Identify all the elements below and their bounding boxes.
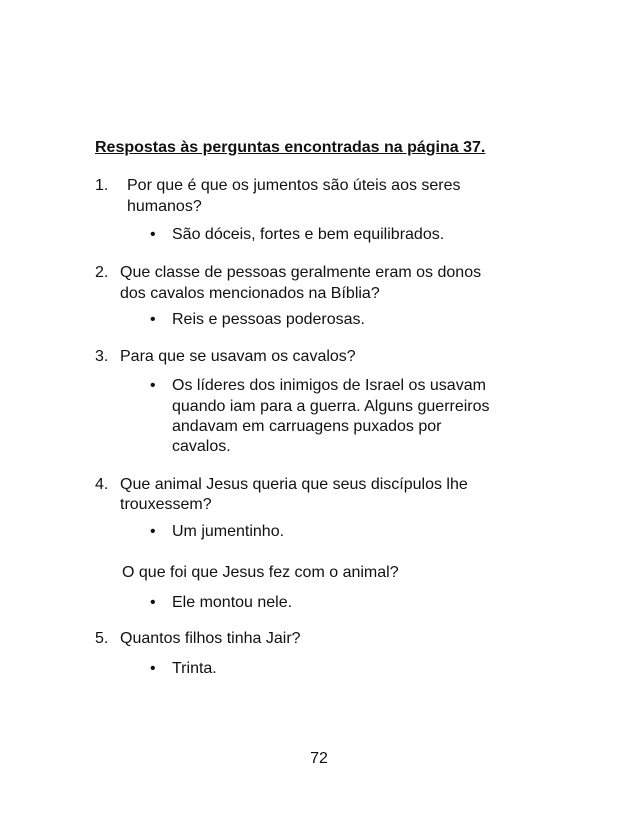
question-4-number: 4. (95, 476, 109, 493)
bullet-icon: • (150, 377, 156, 394)
bullet-icon: • (150, 311, 156, 328)
bullet-icon: • (150, 523, 156, 540)
page-heading: Respostas às perguntas encontradas na página 37. (95, 139, 486, 156)
answer-4b-line-1: Ele montou nele. (172, 594, 293, 611)
question-2-line-2: dos cavalos mencionados na Bíblia? (120, 285, 380, 302)
question-2-number: 2. (95, 264, 109, 281)
question-2-line-1: Que classe de pessoas geralmente eram os donos (120, 264, 482, 281)
answer-3-line-3: andavam em carruagens puxados por (172, 418, 442, 435)
question-1-line-1: Por que é que os jumentos são úteis aos seres (127, 177, 461, 194)
answer-3-line-2: quando iam para a guerra. Alguns guerreiros (172, 398, 490, 415)
answer-1-line-1: São dóceis, fortes e bem equilibrados. (172, 226, 445, 243)
question-3-line-1: Para que se usavam os cavalos? (120, 348, 356, 365)
question-4-line-1: Que animal Jesus queria que seus discípulos lhe (120, 476, 468, 493)
question-1-line-2: humanos? (127, 198, 202, 215)
bullet-icon: • (150, 594, 156, 611)
answer-4-line-1: Um jumentinho. (172, 523, 285, 540)
question-4-followup: O que foi que Jesus fez com o animal? (122, 564, 399, 581)
answer-3-line-4: cavalos. (172, 438, 231, 455)
bullet-icon: • (150, 226, 156, 243)
question-1-number: 1. (95, 177, 109, 194)
answer-2-line-1: Reis e pessoas poderosas. (172, 311, 365, 328)
answer-5-line-1: Trinta. (172, 660, 217, 677)
answer-3-line-1: Os líderes dos inimigos de Israel os usavam (172, 377, 486, 394)
question-3-number: 3. (95, 348, 109, 365)
page-number: 72 (310, 750, 328, 767)
question-5-number: 5. (95, 630, 109, 647)
bullet-icon: • (150, 660, 156, 677)
question-5-line-1: Quantos filhos tinha Jair? (120, 630, 301, 647)
question-4-line-2: trouxessem? (120, 496, 212, 513)
